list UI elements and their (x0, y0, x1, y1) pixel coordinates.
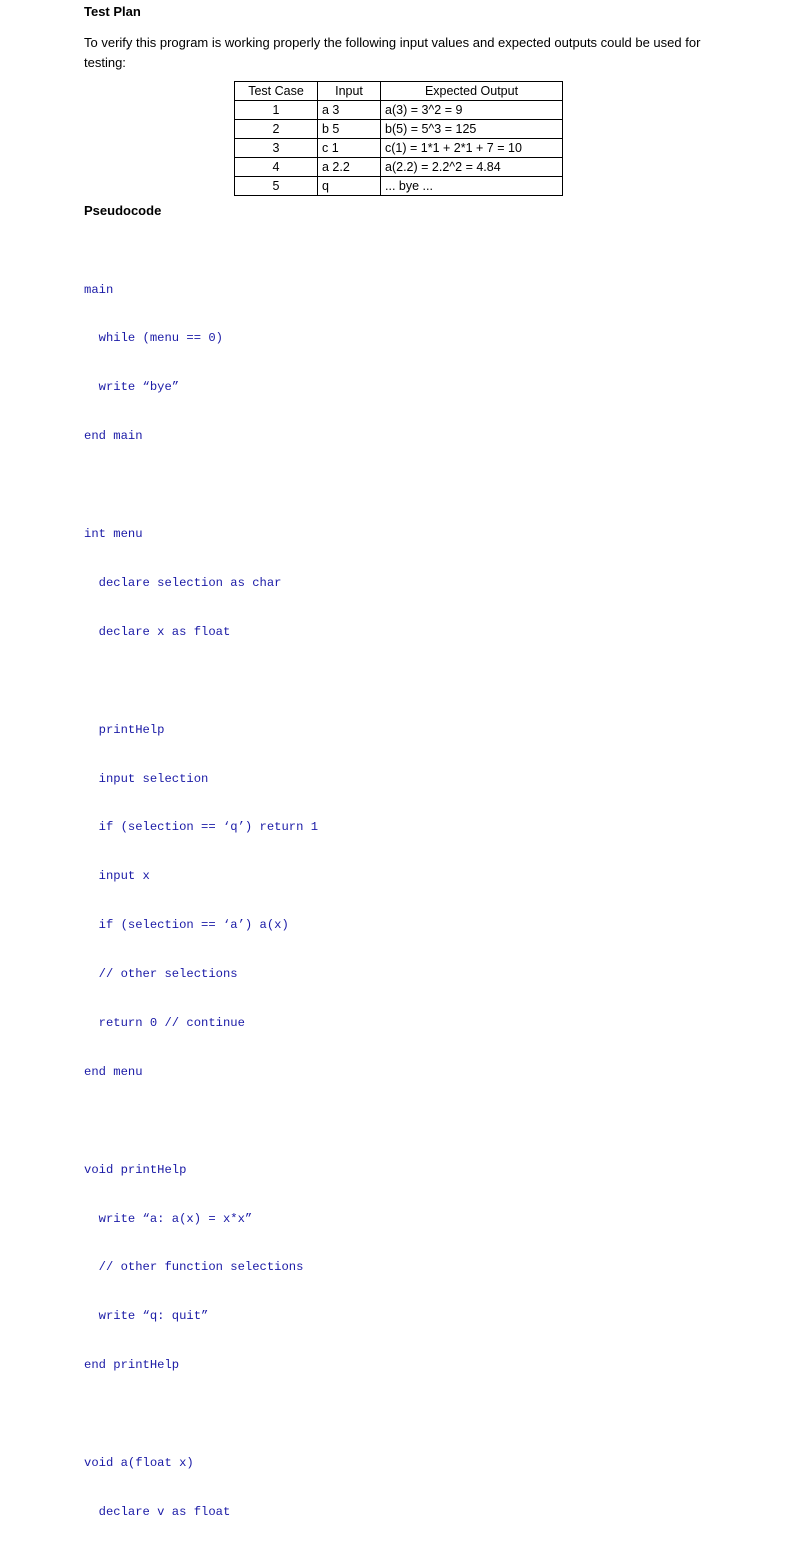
cell-test-case: 4 (235, 158, 318, 177)
cell-expected-output: b(5) = 5^3 = 125 (381, 120, 563, 139)
test-plan-table (234, 81, 563, 196)
cell-test-case: 3 (235, 139, 318, 158)
code-line: declare selection as char (84, 575, 282, 590)
cell-input: a 2.2 (318, 158, 381, 177)
code-line (84, 673, 318, 689)
cell-expected-output: c(1) = 1*1 + 2*1 + 7 = 10 (381, 139, 563, 158)
code-line: input x (84, 869, 150, 884)
code-line: declare v as float (84, 1504, 231, 1519)
header-test-case: Test Case (235, 82, 318, 101)
code-line: if (selection == ‘a’) a(x) (84, 918, 289, 933)
cell-input: q (318, 177, 381, 196)
table-row (235, 139, 563, 158)
code-line: end main (84, 429, 143, 444)
code-line (84, 1113, 318, 1129)
code-line: void printHelp (84, 1162, 187, 1177)
code-line (84, 1406, 318, 1422)
table-row (235, 158, 563, 177)
cell-expected-output: a(3) = 3^2 = 9 (381, 101, 563, 120)
code-line: write “bye” (84, 380, 180, 395)
header-input: Input (318, 82, 381, 101)
code-line: declare x as float (84, 624, 231, 639)
pseudocode-block (84, 249, 318, 1553)
cell-expected-output: a(2.2) = 2.2^2 = 4.84 (381, 158, 563, 177)
test-plan-intro: To verify this program is working properly the following input values and expected outputs could be used for testing: (84, 35, 701, 70)
cell-input: a 3 (318, 101, 381, 120)
code-line: printHelp (84, 722, 165, 737)
cell-input: c 1 (318, 139, 381, 158)
code-line: return 0 // continue (84, 1015, 245, 1030)
test-plan-heading: Test Plan (84, 4, 141, 19)
table-row (235, 177, 563, 196)
code-line: input selection (84, 771, 209, 786)
cell-test-case: 5 (235, 177, 318, 196)
table-header-row (235, 82, 563, 101)
code-line: write “q: quit” (84, 1309, 209, 1324)
cell-expected-output: ... bye ... (381, 177, 563, 196)
code-line: void a(float x) (84, 1455, 194, 1470)
pseudocode-heading: Pseudocode (84, 203, 162, 218)
code-line: write “a: a(x) = x*x” (84, 1211, 253, 1226)
code-line: end menu (84, 1064, 143, 1079)
code-line: int menu (84, 527, 143, 542)
cell-test-case: 1 (235, 101, 318, 120)
code-line: // other function selections (84, 1260, 304, 1275)
code-line: end printHelp (84, 1358, 180, 1373)
code-line: if (selection == ‘q’) return 1 (84, 820, 319, 835)
table-row (235, 120, 563, 139)
cell-test-case: 2 (235, 120, 318, 139)
header-expected-output: Expected Output (381, 82, 563, 101)
code-line (84, 477, 318, 493)
code-line: // other selections (84, 967, 238, 982)
code-line: while (menu == 0) (84, 331, 223, 346)
code-line: main (84, 282, 114, 297)
table-row (235, 101, 563, 120)
cell-input: b 5 (318, 120, 381, 139)
